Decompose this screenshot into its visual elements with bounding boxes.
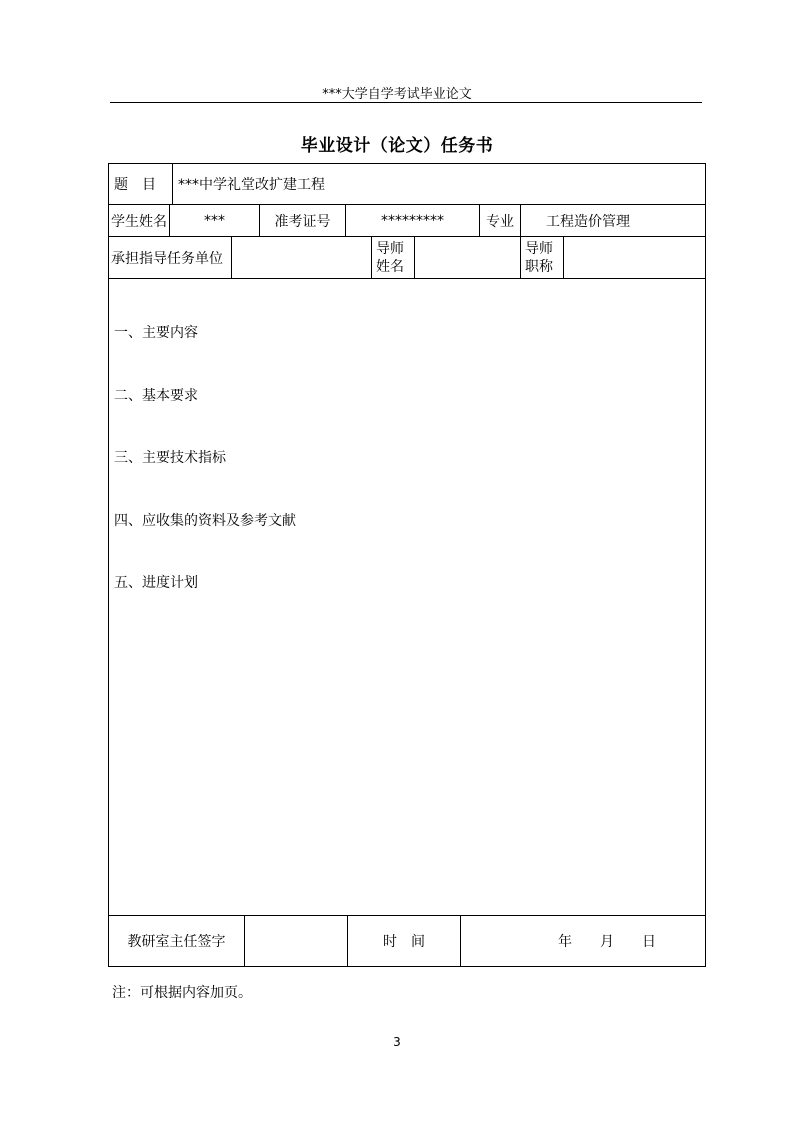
advisor-name-value [415, 236, 520, 279]
footnote: 注：可根据内容加页。 [112, 985, 252, 1001]
topic-label: 题 目 [114, 177, 156, 193]
guidance-unit-value [232, 236, 371, 279]
section-main-content: 一、主要内容 [114, 325, 198, 341]
advisor-title-label-line1: 导师 [525, 240, 553, 257]
student-name-value: *** [204, 212, 225, 229]
advisor-title-label-line2: 职称 [525, 258, 553, 275]
col-divider [371, 236, 372, 279]
col-divider [520, 236, 521, 279]
advisor-title-label [525, 236, 563, 279]
section-references: 四、应收集的资料及参考文献 [114, 513, 296, 529]
guidance-unit-label: 承担指导任务单位 [111, 250, 223, 267]
section-basic-requirements: 二、基本要求 [114, 388, 198, 404]
section-schedule: 五、进度计划 [114, 575, 198, 591]
col-divider [172, 163, 173, 205]
advisor-title-value [564, 236, 705, 279]
date-value: 年 月 日 [558, 934, 656, 950]
advisor-name-label [376, 236, 414, 279]
director-signature-value [245, 915, 347, 967]
page-number: 3 [393, 1035, 401, 1049]
major-label: 专业 [486, 213, 514, 230]
header-rule [110, 102, 702, 103]
section-technical-indicators: 三、主要技术指标 [114, 450, 226, 466]
advisor-name-label-line2: 姓名 [376, 258, 404, 275]
table-border-right [705, 163, 706, 967]
student-name-label: 学生姓名 [111, 213, 167, 230]
page-header-text: ***大学自学考试毕业论文 [322, 87, 472, 102]
col-divider [460, 915, 461, 967]
exam-id-label: 准考证号 [274, 213, 331, 230]
document-title: 毕业设计（论文）任务书 [300, 136, 494, 156]
topic-value: ***中学礼堂改扩建工程 [178, 177, 325, 193]
time-label: 时 间 [383, 934, 425, 950]
table-border-left [108, 163, 109, 967]
major-value: 工程造价管理 [546, 213, 630, 230]
director-signature-label: 教研室主任签字 [127, 934, 226, 950]
exam-id-value: ********* [381, 212, 444, 229]
advisor-name-label-line1: 导师 [376, 240, 404, 257]
